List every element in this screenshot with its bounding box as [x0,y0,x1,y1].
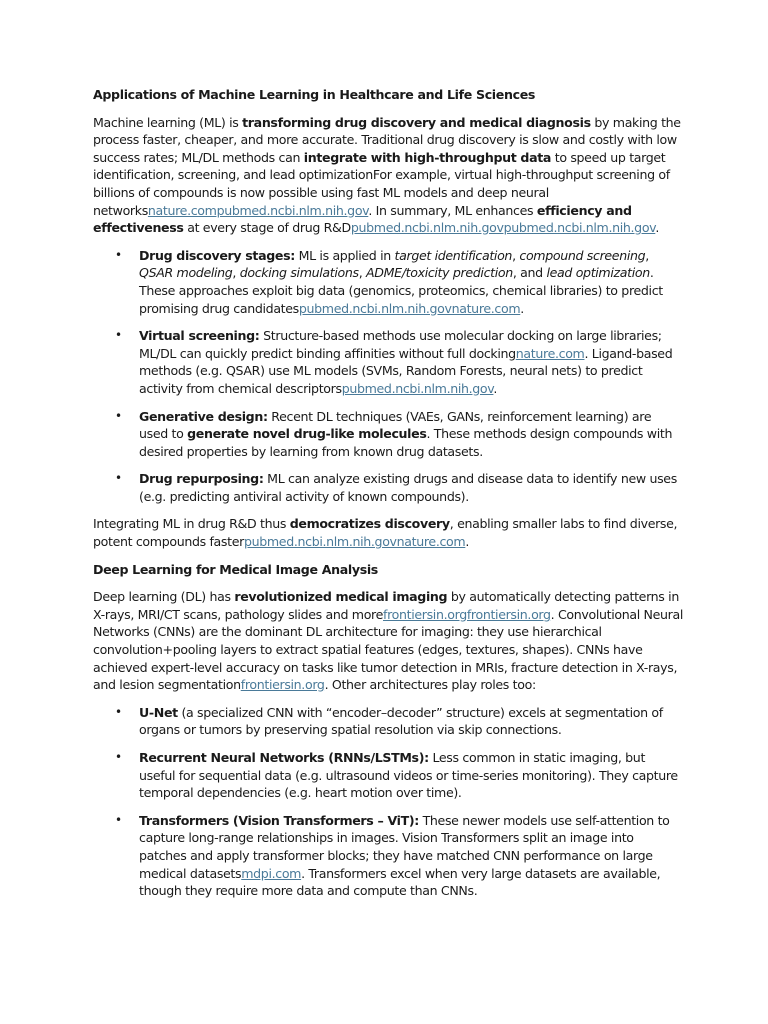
bullet-icon: • [115,247,122,262]
source-link[interactable]: frontiersin.orgfrontiersin.org [383,606,551,622]
list-item-drug-repurposing: • Drug repurposing: ML can analyze existing drugs and disease data to identify new uses (e.g. predicting antiviral activity of known compounds). [115,471,677,504]
list-item-drug-discovery: • Drug discovery stages: ML is applied in target identification, compound screening, QSAR modeling, docking simulations, ADME/toxicity prediction, and lead optimization. These approaches exploit big data (genomics, proteomics, chemical libraries) to predict promising drug candidatespubmed.ncbi.nlm.nih.govnature.com. [115,247,663,316]
bullet-icon: • [115,812,122,827]
bullet-icon: • [115,471,122,486]
source-link[interactable]: nature.compubmed.ncbi.nlm.nih.gov [147,202,369,218]
bullet-icon: • [115,408,122,423]
paragraph-ml-closing: Integrating ML in drug R&D thus democratizes discovery, enabling smaller labs to find diverse, potent compounds fasterpubmed.ncbi.nlm.nih.govnature.com. [93,516,678,550]
bullet-list-ml-applications [93,247,683,506]
source-link[interactable]: pubmed.ncbi.nlm.nih.govnature.com [243,534,466,550]
paragraph-dl-imaging-intro: Deep learning (DL) has revolutionized medical imaging by automatically detecting patterns in X-rays, MRI/CT scans, pathology slides and morefrontiersin.orgfrontiersin.org. Convolutional Neural Networks (CNNs) are the dominant DL architecture for imaging: they use hierarchical convolution+pooling layers to extract spatial features (edges, textures, shapes). CNNs have achieved expert-level accuracy on tasks like tumor detection in MRIs, fracture detection in X-rays, and lesion segmentationfrontiersin.org. Other architectures play roles too: [93,589,683,693]
source-link[interactable]: frontiersin.org [240,677,325,693]
list-item-generative-design: • Generative design: Recent DL techniques (VAEs, GANs, reinforcement learning) are used to generate novel drug-like molecules. These methods design compounds with desired properties by learning from known drug datasets. [115,408,673,459]
document-page [93,86,683,910]
bullet-list-imaging-architectures [93,704,683,900]
bullet-icon: • [115,328,122,343]
source-link[interactable]: mdpi.com [241,865,302,881]
list-item-rnn: • Recurrent Neural Networks (RNNs/LSTMs): Less common in static imaging, but useful for sequential data (e.g. ultrasound videos or time-series monitoring). They capture temporal dependencies (e.g. heart motion over time). [115,750,678,801]
bullet-icon: • [115,704,122,719]
source-link[interactable]: pubmed.ncbi.nlm.nih.govpubmed.ncbi.nlm.nih.gov [350,220,656,236]
list-item-unet: • U-Net (a specialized CNN with “encoder–decoder” structure) excels at segmentation of organs or tumors by preserving spatial resolution via skip connections. [115,704,663,738]
source-link[interactable]: nature.com [515,345,585,361]
bullet-icon: • [115,750,122,764]
section-heading-ml-healthcare: Applications of Machine Learning in Healthcare and Life Sciences [93,87,536,102]
source-link[interactable]: pubmed.ncbi.nlm.nih.govnature.com [298,300,521,316]
paragraph-ml-intro: Machine learning (ML) is transforming drug discovery and medical diagnosis by making the process faster, cheaper, and more accurate. Traditional drug discovery is slow and costly with low success rates; ML/DL methods can integrate with high-throughput data to speed up target identification, screening, and lead optimizationFor example, virtual high-throughput screening of billions of compounds is now possible using fast ML models and deep neural networksnature.compubmed.ncbi.nlm.nih.gov. In summary, ML enhances efficiency and effectiveness at every stage of drug R&Dpubmed.ncbi.nlm.nih.govpubmed.ncbi.nlm.nih.gov. [93,114,681,236]
section-heading-medical-imaging: Deep Learning for Medical Image Analysis [93,561,378,577]
source-link[interactable]: pubmed.ncbi.nlm.nih.gov [341,380,494,396]
list-item-transformers: • Transformers (Vision Transformers – ViT): These newer models use self-attention to capture long-range relationships in images. Vision Transformers split an image into patches and apply transformer blocks; they have matched CNN performance on large medical datasetsmdpi.com. Transformers excel when very large datasets are available, though they require more data and compute than CNNs. [115,812,670,899]
list-item-virtual-screening: • Virtual screening: Structure-based methods use molecular docking on large libraries; ML/DL can quickly predict binding affinities without full dockingnature.com. Ligand-based methods (e.g. QSAR) use ML models (SVMs, Random Forests, neural nets) to predict activity from chemical descriptorspubmed.ncbi.nlm.nih.gov. [115,328,673,396]
